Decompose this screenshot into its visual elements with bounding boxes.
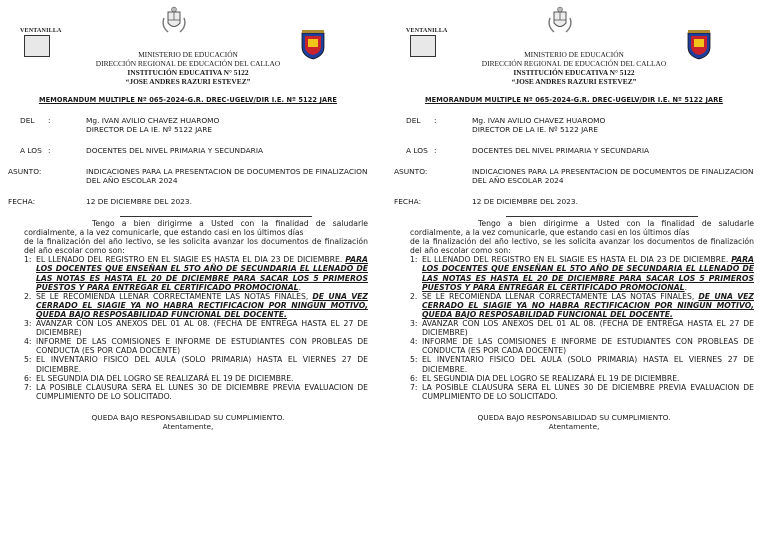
list-item: 3: AVANZAR CON LOS ANEXOS DEL 01 AL 08. (FECHA DE ENTREGA HASTA EL 27 DE DICIEMBRE) [410, 319, 754, 338]
a-los-label: A LOS [20, 146, 42, 155]
memo-title: MEMORANDUM MULTIPLE Nº 065-2024-G.R. DREC-UGELV/DIR I.E. Nº 5122 JARE [38, 96, 338, 104]
closing-statement: QUEDA BAJO RESPONSABILIDAD SU CUMPLIMIENTO. [91, 412, 285, 422]
memo-title: MEMORANDUM MULTIPLE Nº 065-2024-G.R. DREC-UGELV/DIR I.E. Nº 5122 JARE [424, 96, 724, 104]
instruction-list [410, 255, 754, 401]
ventanilla-logo-icon [406, 28, 448, 57]
memo-body [410, 219, 754, 401]
school-name: “JOSE ANDRES RAZURI ESTEVEZ” [125, 77, 251, 86]
ventanilla-label: VENTANILLA [406, 28, 448, 34]
directorate-name: DIRECCIÓN REGIONAL DE EDUCACIÓN DEL CALLAO [95, 59, 281, 68]
asunto-value: INDICACIONES PARA LA PRESENTACION DE DOCUMENTOS DE FINALIZACION DEL AÑO ESCOLAR 2024 [86, 167, 368, 185]
field-del: DEL : Mg. IVAN AVILIO CHAVEZ HUAROMO DIRECTOR DE LA IE. Nº 5122 JARE [394, 116, 754, 134]
list-item: 5: EL INVENTARIO FISICO DEL AULA (SOLO PRIMARIA) HASTA EL VIERNES 27 DE DICIEMBRE. [410, 355, 754, 374]
signoff: Atentamente, [162, 422, 214, 432]
list-item: 7: LA POSIBLE CLAUSURA SERA EL LUNES 30 DE DICIEMBRE PREVIA EVALUACION DE CUMPLIMIENTO DE LO SOLICITADO. [410, 382, 754, 401]
field-fecha [394, 197, 754, 206]
signoff: Atentamente, [548, 422, 600, 432]
del-label: DEL [406, 116, 421, 125]
asunto-label: ASUNTO: [8, 167, 42, 176]
intro-paragraph: Tengo a bien dirigirme a Usted con la finalidad de saludarle cordialmente, a la vez comunicarle, que estando casi en los últimos días [410, 219, 754, 238]
memo-body [24, 219, 368, 401]
asunto-label: ASUNTO: [394, 167, 428, 176]
ventanilla-logo-icon [20, 28, 62, 57]
instruction-list [24, 255, 368, 401]
intro-paragraph: Tengo a bien dirigirme a Usted con la finalidad de saludarle cordialmente, a la vez comunicarle, que estando casi en los últimos días [24, 219, 368, 238]
del-role: DIRECTOR DE LA IE. Nº 5122 JARE [472, 125, 599, 134]
divider-line [120, 216, 312, 217]
closing-block [8, 413, 368, 431]
field-fecha [8, 197, 368, 206]
callao-shield-icon [301, 30, 325, 60]
memo-page-right [394, 0, 754, 543]
list-item: 2. SE LE RECOMIENDA LLENAR CORRECTAMENTE LAS NOTAS FINALES, DE UNA VEZ CERRADO EL SIAGIE YA NO HABRA RECTIFICACION POR NINGUN MOTIVO, QUEDA BAJO RESPOSABILIDAD FUNCIONAL DEL DOCENTE. [24, 291, 368, 319]
closing-block [394, 413, 754, 431]
list-item: 6: EL SEGUNDIA DIA DEL LOGRO SE REALIZARÁ EL 19 DE DICIEMBRE. [24, 373, 294, 383]
list-item: 4: INFORME DE LAS COMISIONES E INFORME DE ESTUDIANTES CON PROBLEAS DE CONDUCTA (ES POR CADA DOCENTE) [24, 337, 368, 356]
del-role: DIRECTOR DE LA IE. Nº 5122 JARE [86, 125, 213, 134]
letterhead-logos [8, 0, 368, 72]
list-item: 3: AVANZAR CON LOS ANEXOS DEL 01 AL 08. (FECHA DE ENTREGA HASTA EL 27 DE DICIEMBRE) [24, 319, 368, 338]
list-item: 2. SE LE RECOMIENDA LLENAR CORRECTAMENTE LAS NOTAS FINALES, DE UNA VEZ CERRADO EL SIAGIE YA NO HABRA RECTIFICACION POR NINGUN MOTIVO, QUEDA BAJO RESPOSABILIDAD FUNCIONAL DEL DOCENTE. [410, 291, 754, 319]
list-item: 6: EL SEGUNDIA DIA DEL LOGRO SE REALIZARÁ EL 19 DE DICIEMBRE. [410, 373, 680, 383]
divider-line [506, 216, 698, 217]
field-del: DEL : Mg. IVAN AVILIO CHAVEZ HUAROMO DIRECTOR DE LA IE. Nº 5122 JARE [8, 116, 368, 134]
callao-shield-icon [687, 30, 711, 60]
ministry-name: MINISTERIO DE EDUCACIÓN [138, 50, 238, 59]
memo-page-left [8, 0, 368, 543]
ventanilla-label: VENTANILLA [20, 28, 62, 34]
peru-coat-of-arms-icon [159, 6, 189, 36]
closing-statement: QUEDA BAJO RESPONSABILIDAD SU CUMPLIMIENTO. [477, 412, 671, 422]
del-label: DEL [20, 116, 35, 125]
field-a-los: A LOS : DOCENTES DEL NIVEL PRIMARIA Y SECUNDARIA [394, 146, 754, 155]
institution-name: INSTITUCIÓN EDUCATIVA N° 5122 [513, 68, 635, 77]
del-name: Mg. IVAN AVILIO CHAVEZ HUAROMO [472, 116, 606, 125]
institution-name: INSTITUCIÓN EDUCATIVA N° 5122 [127, 68, 249, 77]
ministry-name: MINISTERIO DE EDUCACIÓN [524, 50, 624, 59]
fecha-value: 12 DE DICIEMBRE DEL 2023. [472, 197, 578, 206]
fecha-label: FECHA: [394, 197, 422, 206]
school-name: “JOSE ANDRES RAZURI ESTEVEZ” [511, 77, 637, 86]
list-item: 1: EL LLENADO DEL REGISTRO EN EL SIAGIE ES HASTA EL DIA 23 DE DICIEMBRE. PARA LOS DOCENTES QUE ENSEÑAN EL 5TO AÑO DE SECUNDARIA EL LLENADO DE LAS NOTAS ES HASTA EL 20 DE DICIEMBRE PARA SACAR LOS 5 PRIMEROS PUESTOS Y PARA ENTREGAR EL CERTIFICADO PROMOCIONAL. [24, 255, 368, 292]
del-name: Mg. IVAN AVILIO CHAVEZ HUAROMO [86, 116, 220, 125]
a-los-value: DOCENTES DEL NIVEL PRIMARIA Y SECUNDARIA [86, 146, 264, 155]
list-item: 5: EL INVENTARIO FISICO DEL AULA (SOLO PRIMARIA) HASTA EL VIERNES 27 DE DICIEMBRE. [24, 355, 368, 374]
list-item: 4: INFORME DE LAS COMISIONES E INFORME DE ESTUDIANTES CON PROBLEAS DE CONDUCTA (ES POR CADA DOCENTE) [410, 337, 754, 356]
field-asunto [8, 167, 368, 185]
asunto-value: INDICACIONES PARA LA PRESENTACION DE DOCUMENTOS DE FINALIZACION DEL AÑO ESCOLAR 2024 [472, 167, 754, 185]
directorate-name: DIRECCIÓN REGIONAL DE EDUCACIÓN DEL CALLAO [481, 59, 667, 68]
peru-coat-of-arms-icon [545, 6, 575, 36]
field-asunto [394, 167, 754, 185]
list-item: 7: LA POSIBLE CLAUSURA SERA EL LUNES 30 DE DICIEMBRE PREVIA EVALUACION DE CUMPLIMIENTO DE LO SOLICITADO. [24, 382, 368, 401]
intro-paragraph-2: de la finalización del año lectivo, se les solicita avanzar los documentos de finalización del año escolar como son: [410, 237, 754, 256]
fecha-label: FECHA: [8, 197, 36, 206]
a-los-value: DOCENTES DEL NIVEL PRIMARIA Y SECUNDARIA [472, 146, 650, 155]
fecha-value: 12 DE DICIEMBRE DEL 2023. [86, 197, 192, 206]
list-item: 1: EL LLENADO DEL REGISTRO EN EL SIAGIE ES HASTA EL DIA 23 DE DICIEMBRE. PARA LOS DOCENTES QUE ENSEÑAN EL 5TO AÑO DE SECUNDARIA EL LLENADO DE LAS NOTAS ES HASTA EL 20 DE DICIEMBRE PARA SACAR LOS 5 PRIMEROS PUESTOS Y PARA ENTREGAR EL CERTIFICADO PROMOCIONAL. [410, 255, 754, 292]
intro-paragraph-2: de la finalización del año lectivo, se les solicita avanzar los documentos de finalización del año escolar como son: [24, 237, 368, 256]
a-los-label: A LOS [406, 146, 428, 155]
field-a-los: A LOS : DOCENTES DEL NIVEL PRIMARIA Y SECUNDARIA [8, 146, 368, 155]
letterhead-logos [394, 0, 754, 72]
